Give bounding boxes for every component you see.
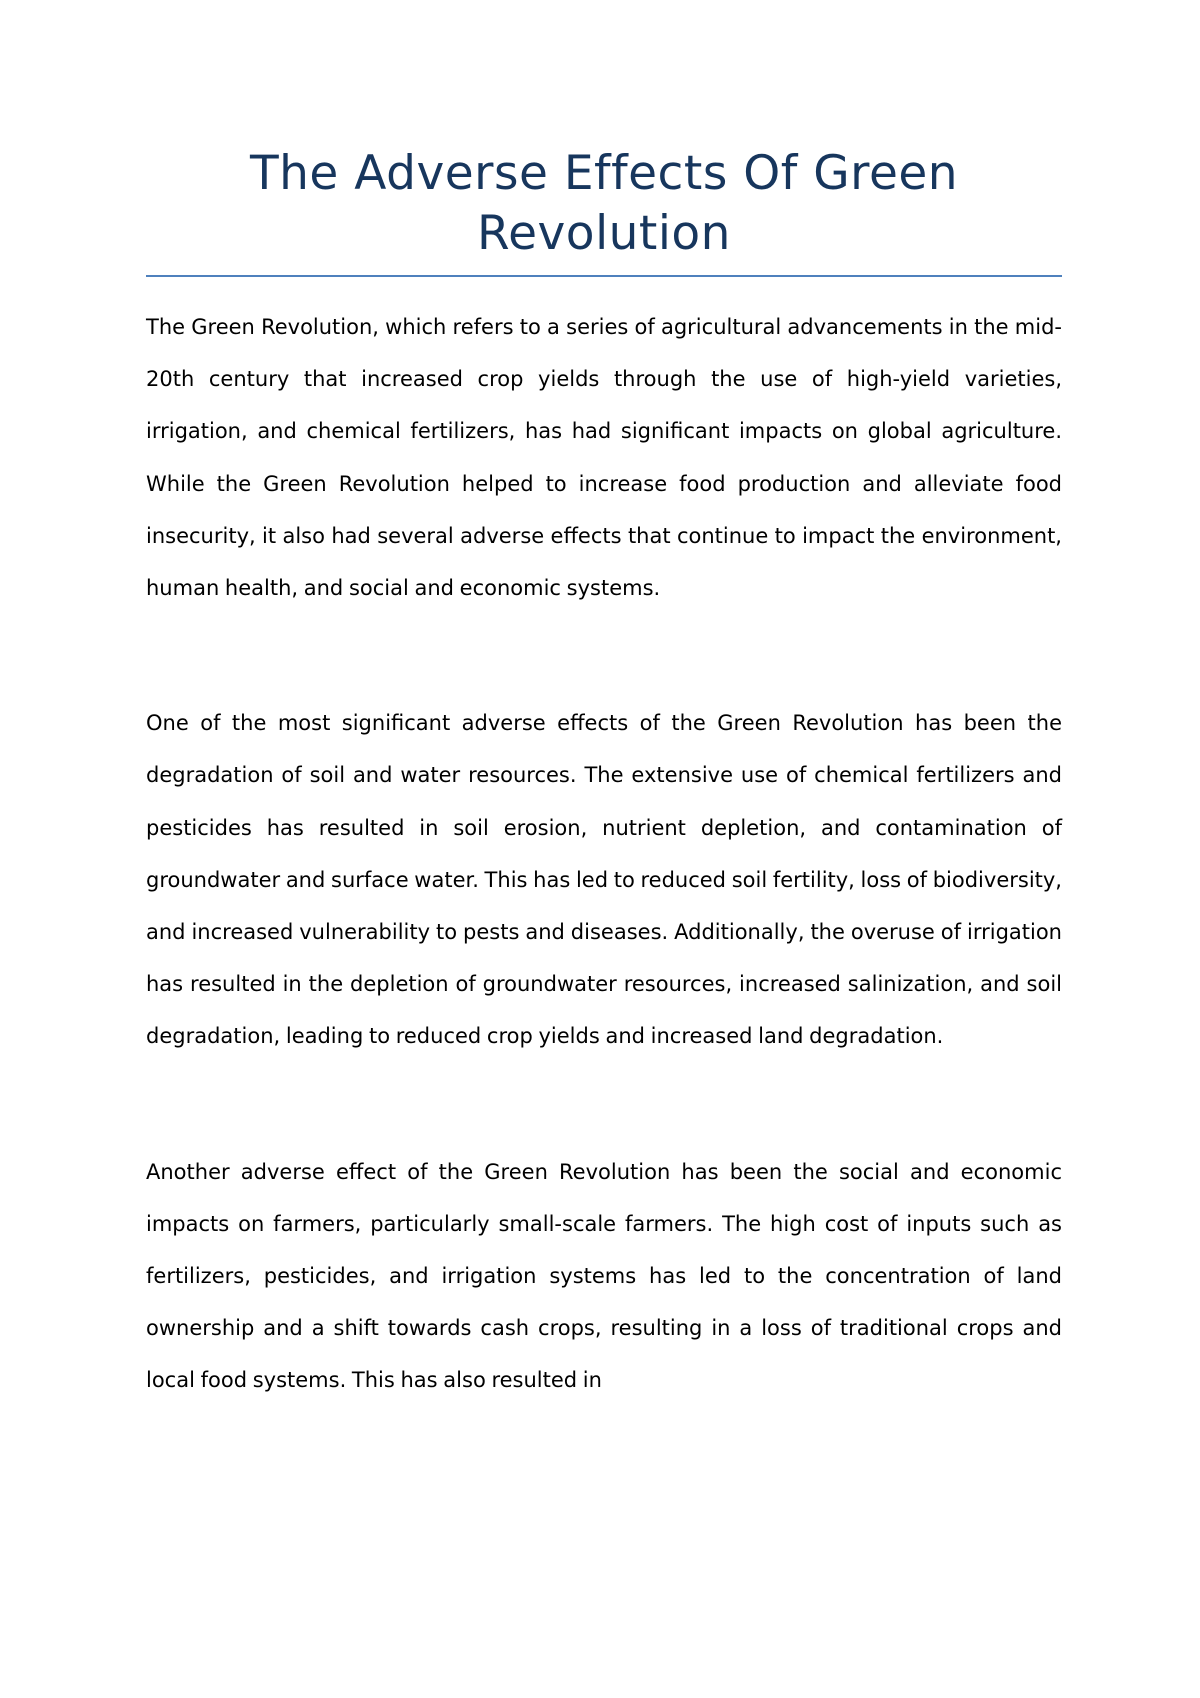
paragraph-social-economic: Another adverse effect of the Green Revolution has been the social and economic impacts on farmers, particularly small-scale farmers. The high cost of inputs such as fertilizers, pesticides, and irrigation systems has led to the concentration of land ownership and a shift towards cash crops, resulting in a loss of traditional crops and local food systems. This has also resulted in [146, 1159, 1062, 1393]
paragraph-soil-water: One of the most significant adverse effects of the Green Revolution has been the degradation of soil and water resources. The extensive use of chemical fertilizers and pesticides has resulted in soil erosion, nutrient depletion, and contamination of groundwater and surface water. This has led to reduced soil fertility, loss of biodiversity, and increased vulnerability to pests and diseases. Additionally, the overuse of irrigation has resulted in the depletion of groundwater resources, increased salinization, and soil degradation, leading to reduced crop yields and increased land degradation. [146, 711, 1062, 1049]
title-divider [146, 275, 1062, 277]
document-body [146, 301, 1062, 1490]
paragraph-intro: The Green Revolution, which refers to a series of agricultural advancements in the mid-20th century that increased crop yields through the use of high-yield varieties, irrigation, and chemical fertilizers, has had significant impacts on global agriculture. While the Green Revolution helped to increase food production and alleviate food insecurity, it also had several adverse effects that continue to impact the environment, human health, and social and economic systems. [146, 315, 1062, 601]
document-title: The Adverse Effects Of Green Revolution [249, 146, 959, 261]
